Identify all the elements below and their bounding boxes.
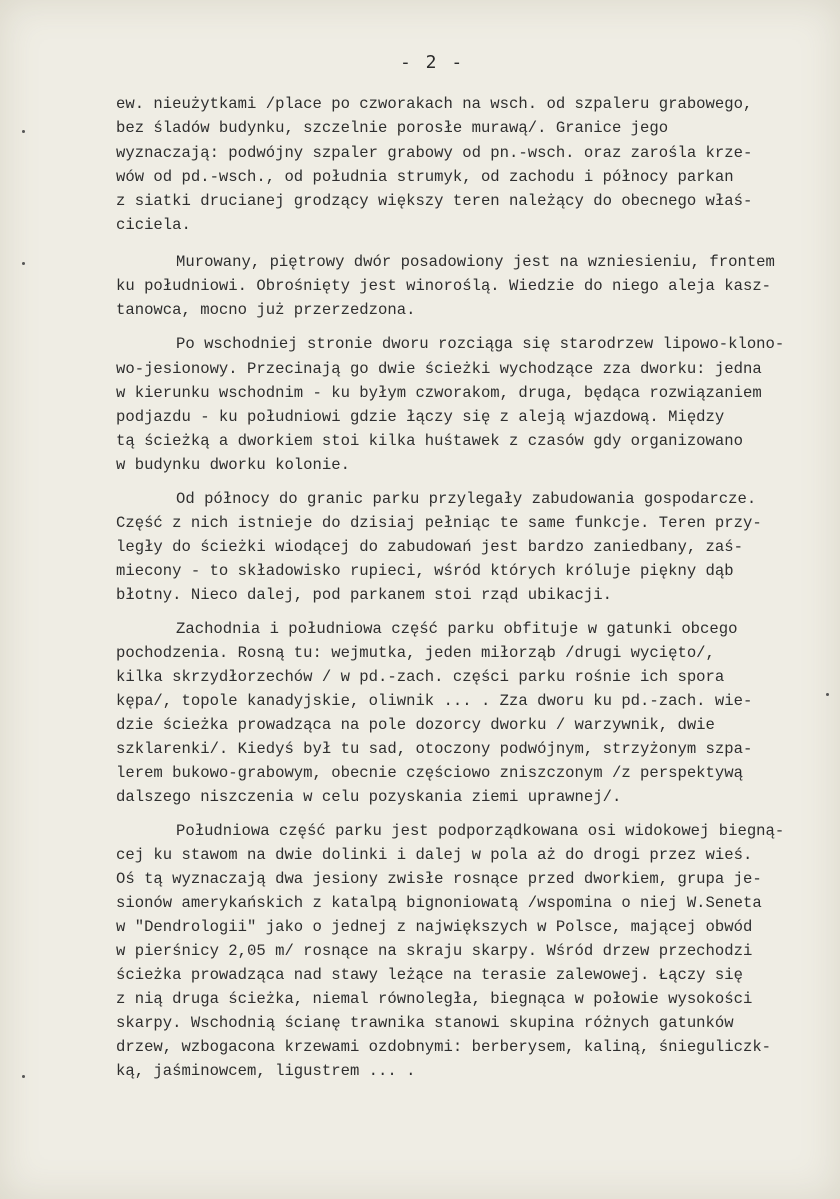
text-line: ku południowi. Obrośnięty jest winoroślą. Wiedzie do niego aleja kasz- — [116, 277, 772, 295]
text-line: wów od pd.-wsch., od południa strumyk, od zachodu i północy parkan — [116, 168, 734, 186]
margin-mark — [826, 693, 829, 696]
text-line: ew. nieużytkami /place po czworakach na wsch. od szpaleru grabowego, — [116, 95, 753, 113]
margin-mark — [22, 262, 25, 265]
text-line: dalszego niszczenia w celu pozyskania ziemi uprawnej/. — [116, 788, 622, 806]
text-line: kilka skrzydłorzechów / w pd.-zach. części parku rośnie ich spora — [116, 668, 725, 686]
text-line: tą ścieżką a dworkiem stoi kilka huśtawek z czasów gdy organizowano — [116, 432, 743, 450]
text-line: w "Dendrologii" jako o jednej z największych w Polsce, mającej obwód — [116, 918, 753, 936]
text-line: bez śladów budynku, szczelnie porosłe murawą/. Granice jego — [116, 119, 669, 137]
margin-mark — [22, 1075, 25, 1078]
text-line: cej ku stawom na dwie dolinki i dalej w pola aż do drogi przez wieś. — [116, 846, 753, 864]
text-line: wo-jesionowy. Przecinają go dwie ścieżki wychodzące zza dworku: jedna — [116, 360, 762, 378]
text-line: skarpy. Wschodnią ścianę trawnika stanowi skupina różnych gatunków — [116, 1014, 734, 1032]
text-line: Południowa część parku jest podporządkowana osi widokowej biegną- — [176, 822, 785, 840]
text-line: drzew, wzbogacona krzewami ozdobnymi: berberysem, kaliną, śnieguliczk- — [116, 1038, 772, 1056]
text-line: z siatki drucianej grodzący większy teren należący do obecnego właś- — [116, 192, 753, 210]
text-line: ścieżka prowadząca nad stawy leżące na terasie zalewowej. Łączy się — [116, 966, 743, 984]
text-line: ką, jaśminowcem, ligustrem ... . — [116, 1062, 416, 1080]
text-line: Od północy do granic parku przylegały zabudowania gospodarcze. — [176, 490, 757, 508]
text-line: ciciela. — [116, 216, 191, 234]
text-line: z nią druga ścieżka, niemal równoległa, biegnąca w połowie wysokości — [116, 990, 753, 1008]
text-line: miecony - to składowisko rupieci, wśród których króluje piękny dąb — [116, 562, 734, 580]
text-line: szklarenki/. Kiedyś był tu sad, otoczony podwójnym, strzyżonym szpa- — [116, 740, 753, 758]
text-line: sionów amerykańskich z katalpą bignoniowatą /wspomina o niej W.Seneta — [116, 894, 762, 912]
text-line: podjazdu - ku południowi gdzie łączy się z aleją wjazdową. Między — [116, 408, 725, 426]
text-line: w kierunku wschodnim - ku byłym czworakom, druga, będąca rozwiązaniem — [116, 384, 762, 402]
text-line: Część z nich istnieje do dzisiaj pełniąc te same funkcje. Teren przy- — [116, 514, 762, 532]
text-line: Murowany, piętrowy dwór posadowiony jest na wzniesieniu, frontem — [176, 253, 775, 271]
text-line: legły do ścieżki wiodącej do zabudowań jest bardzo zaniedbany, zaś- — [116, 538, 743, 556]
text-line: Po wschodniej stronie dworu rozciąga się starodrzew lipowo-klono- — [176, 335, 785, 353]
text-line: pochodzenia. Rosną tu: wejmutka, jeden miłorząb /drugi wycięto/, — [116, 644, 715, 662]
text-line: wyznaczają: podwójny szpaler grabowy od pn.-wsch. oraz zarośla krze- — [116, 144, 753, 162]
text-line: lerem bukowo-grabowym, obecnie częściowo zniszczonym /z perspektywą — [116, 764, 743, 782]
margin-mark — [22, 130, 25, 133]
text-line: w budynku dworku kolonie. — [116, 456, 350, 474]
text-line: dzie ścieżka prowadząca na pole dozorcy dworku / warzywnik, dwie — [116, 716, 715, 734]
text-line: Oś tą wyznaczają dwa jesiony zwisłe rosnące przed dworkiem, grupa je- — [116, 870, 762, 888]
text-line: tanowca, mocno już przerzedzona. — [116, 301, 416, 319]
text-line: kępa/, topole kanadyjskie, oliwnik ... . Zza dworu ku pd.-zach. wie- — [116, 692, 753, 710]
text-line: w pierśnicy 2,05 m/ rosnące na skraju skarpy. Wśród drzew przechodzi — [116, 942, 753, 960]
page-number: - 2 - — [400, 52, 465, 73]
text-line: błotny. Nieco dalej, pod parkanem stoi rząd ubikacji. — [116, 586, 612, 604]
text-line: Zachodnia i południowa część parku obfituje w gatunki obcego — [176, 620, 738, 638]
